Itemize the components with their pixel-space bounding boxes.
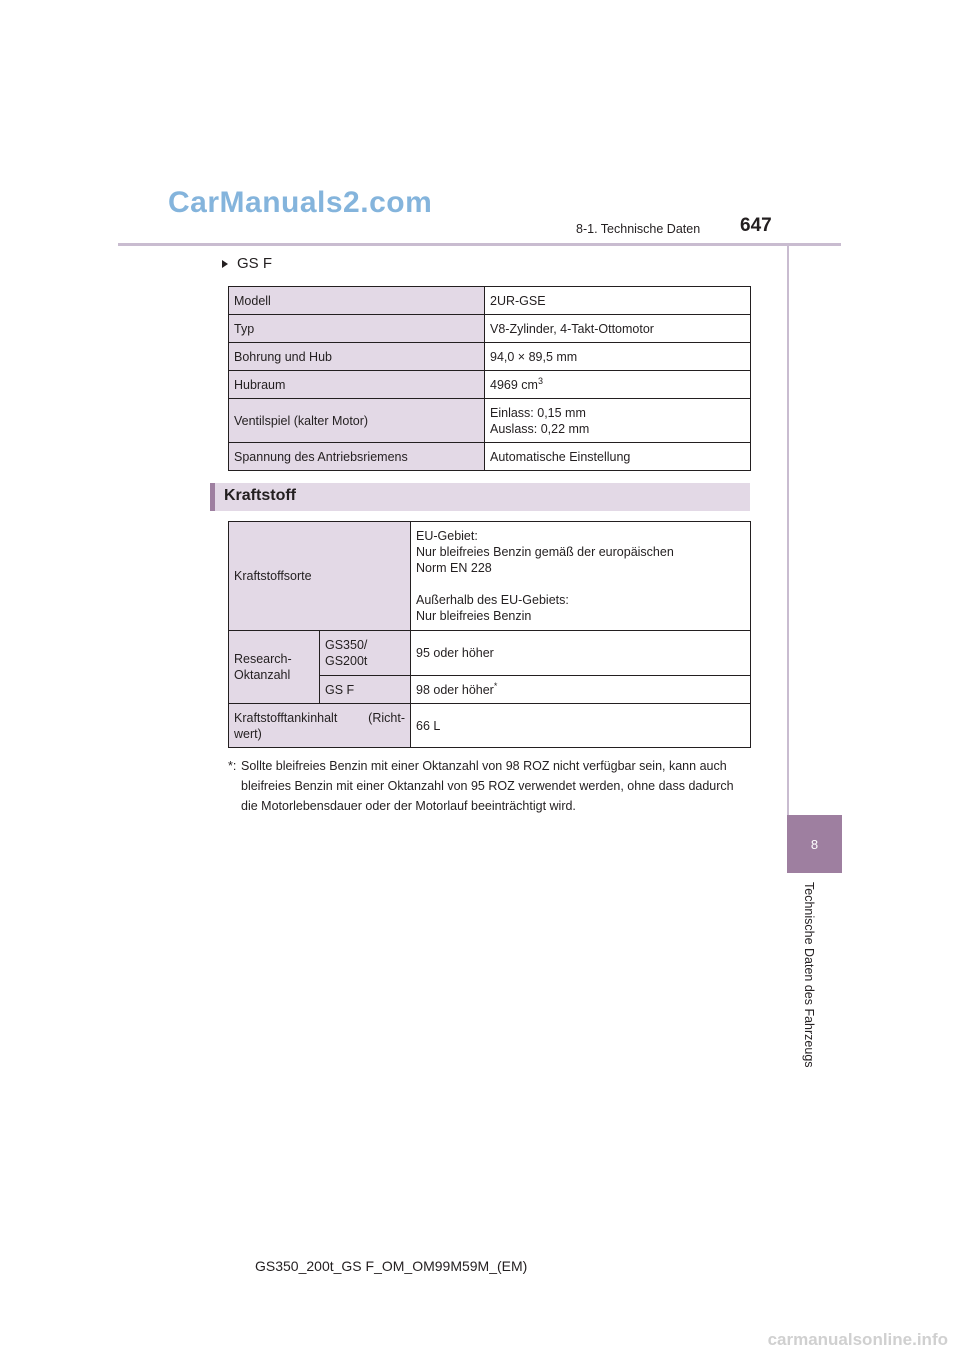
table-row	[229, 631, 751, 676]
triangle-bullet-icon	[222, 260, 228, 268]
engine-subheading	[222, 255, 272, 272]
label-line: Kraftstofftankinhalt (Richt-	[234, 710, 405, 725]
spec-value: Automatische Einstellung	[485, 443, 751, 471]
value-line: EU-Gebiet:	[416, 529, 478, 543]
side-tab-divider	[787, 246, 789, 815]
spec-label	[229, 631, 320, 704]
watermark-logo: CarManuals2.com	[168, 186, 433, 219]
chapter-tab[interactable]	[787, 815, 842, 873]
spec-label: Typ	[229, 315, 485, 343]
table-row	[229, 704, 751, 748]
footnote-reference: *	[493, 680, 498, 691]
spec-value: 2UR-GSE	[485, 287, 751, 315]
table-row	[229, 399, 751, 443]
spec-value	[485, 371, 751, 399]
model-label: GS F	[320, 676, 411, 704]
footnote-text: Sollte bleifreies Benzin mit einer Oktanzahl von 98 ROZ nicht verfügbar sein, kann auch bleifreies Benzin mit einer Oktanzahl von 95 ROZ verwendet werden, ohne dass dadurch die Motorlebensdauer oder der Motorlauf beeinträchtigt wird.	[241, 759, 734, 813]
spec-value: 95 oder höher	[411, 631, 751, 676]
watermark-footer: carmanualsonline.info	[767, 1330, 948, 1349]
spec-label: Kraftstoffsorte	[229, 522, 411, 631]
value-line: Norm EN 228	[416, 561, 492, 575]
label-line: Oktanzahl	[234, 668, 291, 682]
table-row	[229, 371, 751, 399]
superscript: 3	[537, 375, 543, 386]
header-divider	[118, 243, 841, 246]
model-label	[320, 631, 411, 676]
value-line: Auslass: 0,22 mm	[490, 421, 590, 436]
label-line: Research-	[234, 652, 292, 666]
spec-label: Hubraum	[229, 371, 485, 399]
spec-label: Bohrung und Hub	[229, 343, 485, 371]
table-row	[229, 343, 751, 371]
footnote-mark: *:	[228, 759, 237, 773]
spec-value	[411, 676, 751, 704]
value-line: Nur bleifreies Benzin gemäß der europäischen	[416, 545, 674, 559]
label-line: GS200t	[325, 654, 368, 668]
footnote	[228, 756, 748, 816]
value-line: Außerhalb des EU-Gebiets:	[416, 593, 569, 607]
spec-label: Spannung des Antriebsriemens	[229, 443, 485, 471]
table-row	[229, 522, 751, 631]
document-id: GS350_200t_GS F_OM_OM99M59M_(EM)	[255, 1258, 528, 1274]
label-line: wert)	[234, 726, 262, 741]
spec-value: 94,0 × 89,5 mm	[485, 343, 751, 371]
spacer	[416, 576, 750, 592]
table-row	[229, 287, 751, 315]
value-line: Einlass: 0,15 mm	[490, 405, 586, 420]
header-section-title: 8-1. Technische Daten	[576, 222, 701, 236]
fuel-spec-table	[228, 521, 751, 748]
label-line: GS350/	[325, 638, 368, 652]
spec-label: Modell	[229, 287, 485, 315]
chapter-title: Technische Daten des Fahrzeugs	[802, 882, 816, 1068]
chapter-number: 8	[810, 836, 819, 852]
table-row	[229, 315, 751, 343]
displacement-value: 4969 cm	[490, 377, 538, 392]
spec-value: V8-Zylinder, 4-Takt-Ottomotor	[485, 315, 751, 343]
spec-value: 66 L	[411, 704, 751, 748]
subheading-text: GS F	[237, 255, 273, 272]
spec-value	[411, 522, 751, 631]
octane-value: 98 oder höher	[416, 682, 494, 697]
spec-label	[229, 704, 411, 748]
spec-value	[485, 399, 751, 443]
value-line: Nur bleifreies Benzin	[416, 609, 532, 623]
section-heading: Kraftstoff	[224, 487, 296, 504]
page-number: 647	[740, 215, 772, 236]
spec-label: Ventilspiel (kalter Motor)	[229, 399, 485, 443]
engine-spec-table	[228, 286, 751, 471]
table-row	[229, 443, 751, 471]
